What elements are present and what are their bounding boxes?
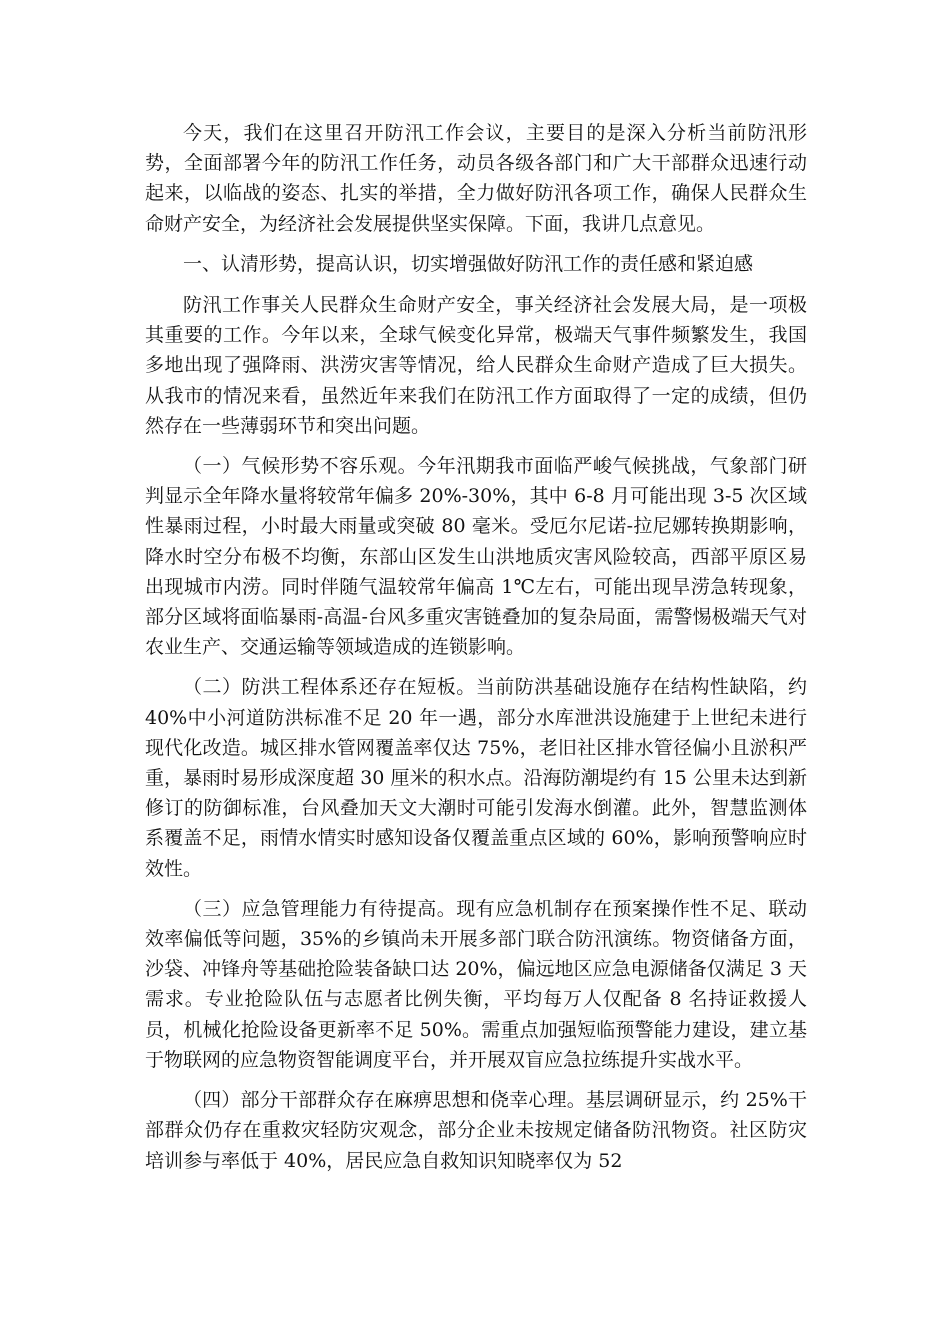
document-body	[145, 118, 807, 1186]
paragraph-overview: 防汛工作事关人民群众生命财产安全，事关经济社会发展大局，是一项极其重要的工作。今年以来，全球气候变化异常，极端天气事件频繁发生，我国多地出现了强降雨、洪涝灾害等情况，给人民群众生命财产造成了巨大损失。从我市的情况来看，虽然近年来我们在防汛工作方面取得了一定的成绩，但仍然存在一些薄弱环节和突出问题。	[145, 294, 807, 437]
paragraph-climate: （一）气候形势不容乐观。今年汛期我市面临严峻气候挑战，气象部门研判显示全年降水量将较常年偏多 20%-30%，其中 6-8 月可能出现 3-5 次区域性暴雨过程，小时最大雨量或突破 80 毫米。受厄尔尼诺-拉尼娜转换期影响，降水时空分布极不均衡，东部山区发生山洪地质灾害风险较高，西部平原区易出现城市内涝。同时伴随气温较常年偏高 1℃左右，可能出现旱涝急转现象，部分区域将面临暴雨-高温-台风多重灾害链叠加的复杂局面，需警惕极端天气对农业生产、交通运输等领域造成的连锁影响。	[145, 455, 807, 659]
section-heading-1: 一、认清形势，提高认识，切实增强做好防汛工作的责任感和紧迫感	[183, 252, 754, 275]
paragraph-awareness: （四）部分干部群众存在麻痹思想和侥幸心理。基层调研显示，约 25%干部群众仍存在重救灾轻防灾观念，部分企业未按规定储备防汛物资。社区防灾培训参与率低于 40%，居民应急自救知识知晓率仅为 52	[145, 1089, 807, 1172]
paragraph-intro: 今天，我们在这里召开防汛工作会议，主要目的是深入分析当前防汛形势，全面部署今年的防汛工作任务，动员各级各部门和广大干部群众迅速行动起来，以临战的姿态、扎实的举措，全力做好防汛各项工作，确保人民群众生命财产安全，为经济社会发展提供坚实保障。下面，我讲几点意见。	[145, 122, 807, 235]
paragraph-flood-control: （二）防洪工程体系还存在短板。当前防洪基础设施存在结构性缺陷，约 40%中小河道防洪标准不足 20 年一遇，部分水库泄洪设施建于上世纪未进行现代化改造。城区排水管网覆盖率仅达 75%，老旧社区排水管径偏小且淤积严重，暴雨时易形成深度超 30 厘米的积水点。沿海防潮堤约有 15 公里未达到新修订的防御标准，台风叠加天文大潮时可能引发海水倒灌。此外，智慧监测体系覆盖不足，雨情水情实时感知设备仅覆盖重点区域的 60%，影响预警响应时效性。	[145, 676, 807, 880]
paragraph-emergency: （三）应急管理能力有待提高。现有应急机制存在预案操作性不足、联动效率偏低等问题，35%的乡镇尚未开展多部门联合防汛演练。物资储备方面，沙袋、冲锋舟等基础抢险装备缺口达 20%，偏远地区应急电源储备仅满足 3 天需求。专业抢险队伍与志愿者比例失衡，平均每万人仅配备 8 名持证救援人员，机械化抢险设备更新率不足 50%。需重点加强短临预警能力建设，建立基于物联网的应急物资智能调度平台，并开展双盲应急拉练提升实战水平。	[145, 897, 807, 1071]
